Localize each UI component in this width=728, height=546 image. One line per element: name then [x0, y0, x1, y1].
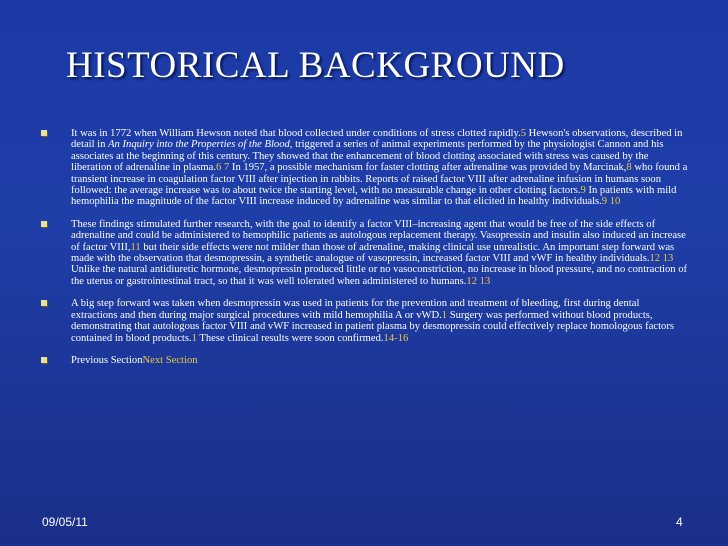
- reference-link[interactable]: 12 13: [466, 275, 491, 287]
- reference-link[interactable]: 9 10: [601, 196, 621, 208]
- bullet-text: Unlike the natural antidiuretic hormone, desmopressin produced little or no vasoconstriction, no increase in blood pressure, and no contraction of the uterus or gastrointestinal tract, so that it was well tolerated when administered to humans.: [71, 264, 688, 287]
- next-section-link[interactable]: Next Section: [142, 354, 198, 366]
- reference-link[interactable]: 11: [130, 241, 141, 253]
- reference-link[interactable]: 12 13: [649, 253, 674, 265]
- book-title: An Inquiry into the Properties of the Blood,: [108, 139, 293, 151]
- bullet-item: [38, 128, 688, 208]
- bullet-text: who found a transient increase in coagulation factor VIII after injection in rabbits. Reports of raised factor VIII after adrenaline infusion in humans soon followed: the average increase was to about twice the starting level, with no measurable change in other clotting factors.: [71, 162, 688, 197]
- reference-link[interactable]: 6 7: [216, 162, 230, 174]
- reference-link[interactable]: 14-16: [383, 332, 409, 344]
- bullet-text: In 1957, a possible mechanism for faster clotting after adrenaline was provided by Marcinak,: [229, 162, 627, 174]
- square-bullet-icon: [41, 221, 47, 227]
- bullet-text: These clinical results were soon confirmed.: [196, 332, 384, 344]
- bullet-item: [38, 298, 688, 344]
- square-bullet-icon: [41, 357, 47, 363]
- slide-date: 09/05/11: [42, 515, 88, 529]
- bullet-text: Surgery was performed without blood products, demonstrating that autologous factor VIII and vWF increased in patient plasma by desmopressin could effectively replace homologous factors contained in blood products.: [71, 309, 674, 344]
- bullet-text: These findings stimulated further research, with the goal to identify a factor VIII–increasing agent that would be free of the side effects of adrenaline and could be administered to hemophilic patients as autologous replacement therapy. Vasopressin and insulin also induced an increase of factor VIII,: [71, 218, 686, 253]
- slide-title: HISTORICAL BACKGROUND: [66, 45, 565, 86]
- bullet-list: [38, 128, 688, 377]
- bullet-item: [38, 355, 688, 366]
- slide-page-number: 4: [676, 515, 683, 529]
- reference-link[interactable]: 1: [191, 332, 197, 344]
- square-bullet-icon: [41, 130, 47, 136]
- bullet-item: [38, 219, 688, 287]
- bullet-text: In patients with mild hemophilia the magnitude of the factor VIII increase induced by adrenaline was similar to that elicited in healthy individuals.: [71, 185, 677, 208]
- bullet-text: but their side effects were not milder than those of adrenaline, making clinical use unrealistic. An important step forward was made with the observation that desmopressin, a synthetic analogue of vasopressin, increased factor VIII and vWF in healthy individuals.: [71, 241, 675, 265]
- reference-link[interactable]: 8: [626, 162, 632, 174]
- bullet-text: Hewson's observations, described in detail in: [71, 128, 683, 151]
- reference-link[interactable]: 1: [441, 309, 448, 321]
- previous-section-text: Previous Section: [71, 354, 143, 366]
- bullet-text: It was in 1772 when William Hewson noted that blood collected under conditions of stress clotted rapidly.: [71, 128, 521, 139]
- reference-link[interactable]: 9: [580, 185, 586, 197]
- bullet-text: triggered a series of animal experiments performed by the physiologist Cannon and his associates at the beginning of this century. They showed that the enhancement of blood clotting associated with stress was caused by the liberation of adrenaline in plasma.: [71, 139, 664, 174]
- square-bullet-icon: [41, 300, 47, 306]
- reference-link[interactable]: 5: [520, 128, 527, 139]
- bullet-text: A big step forward was taken when desmopressin was used in patients for the prevention and treatment of bleeding, first during dental extractions and then during major surgical procedures with mild hemophilia A or vWD.: [71, 298, 640, 321]
